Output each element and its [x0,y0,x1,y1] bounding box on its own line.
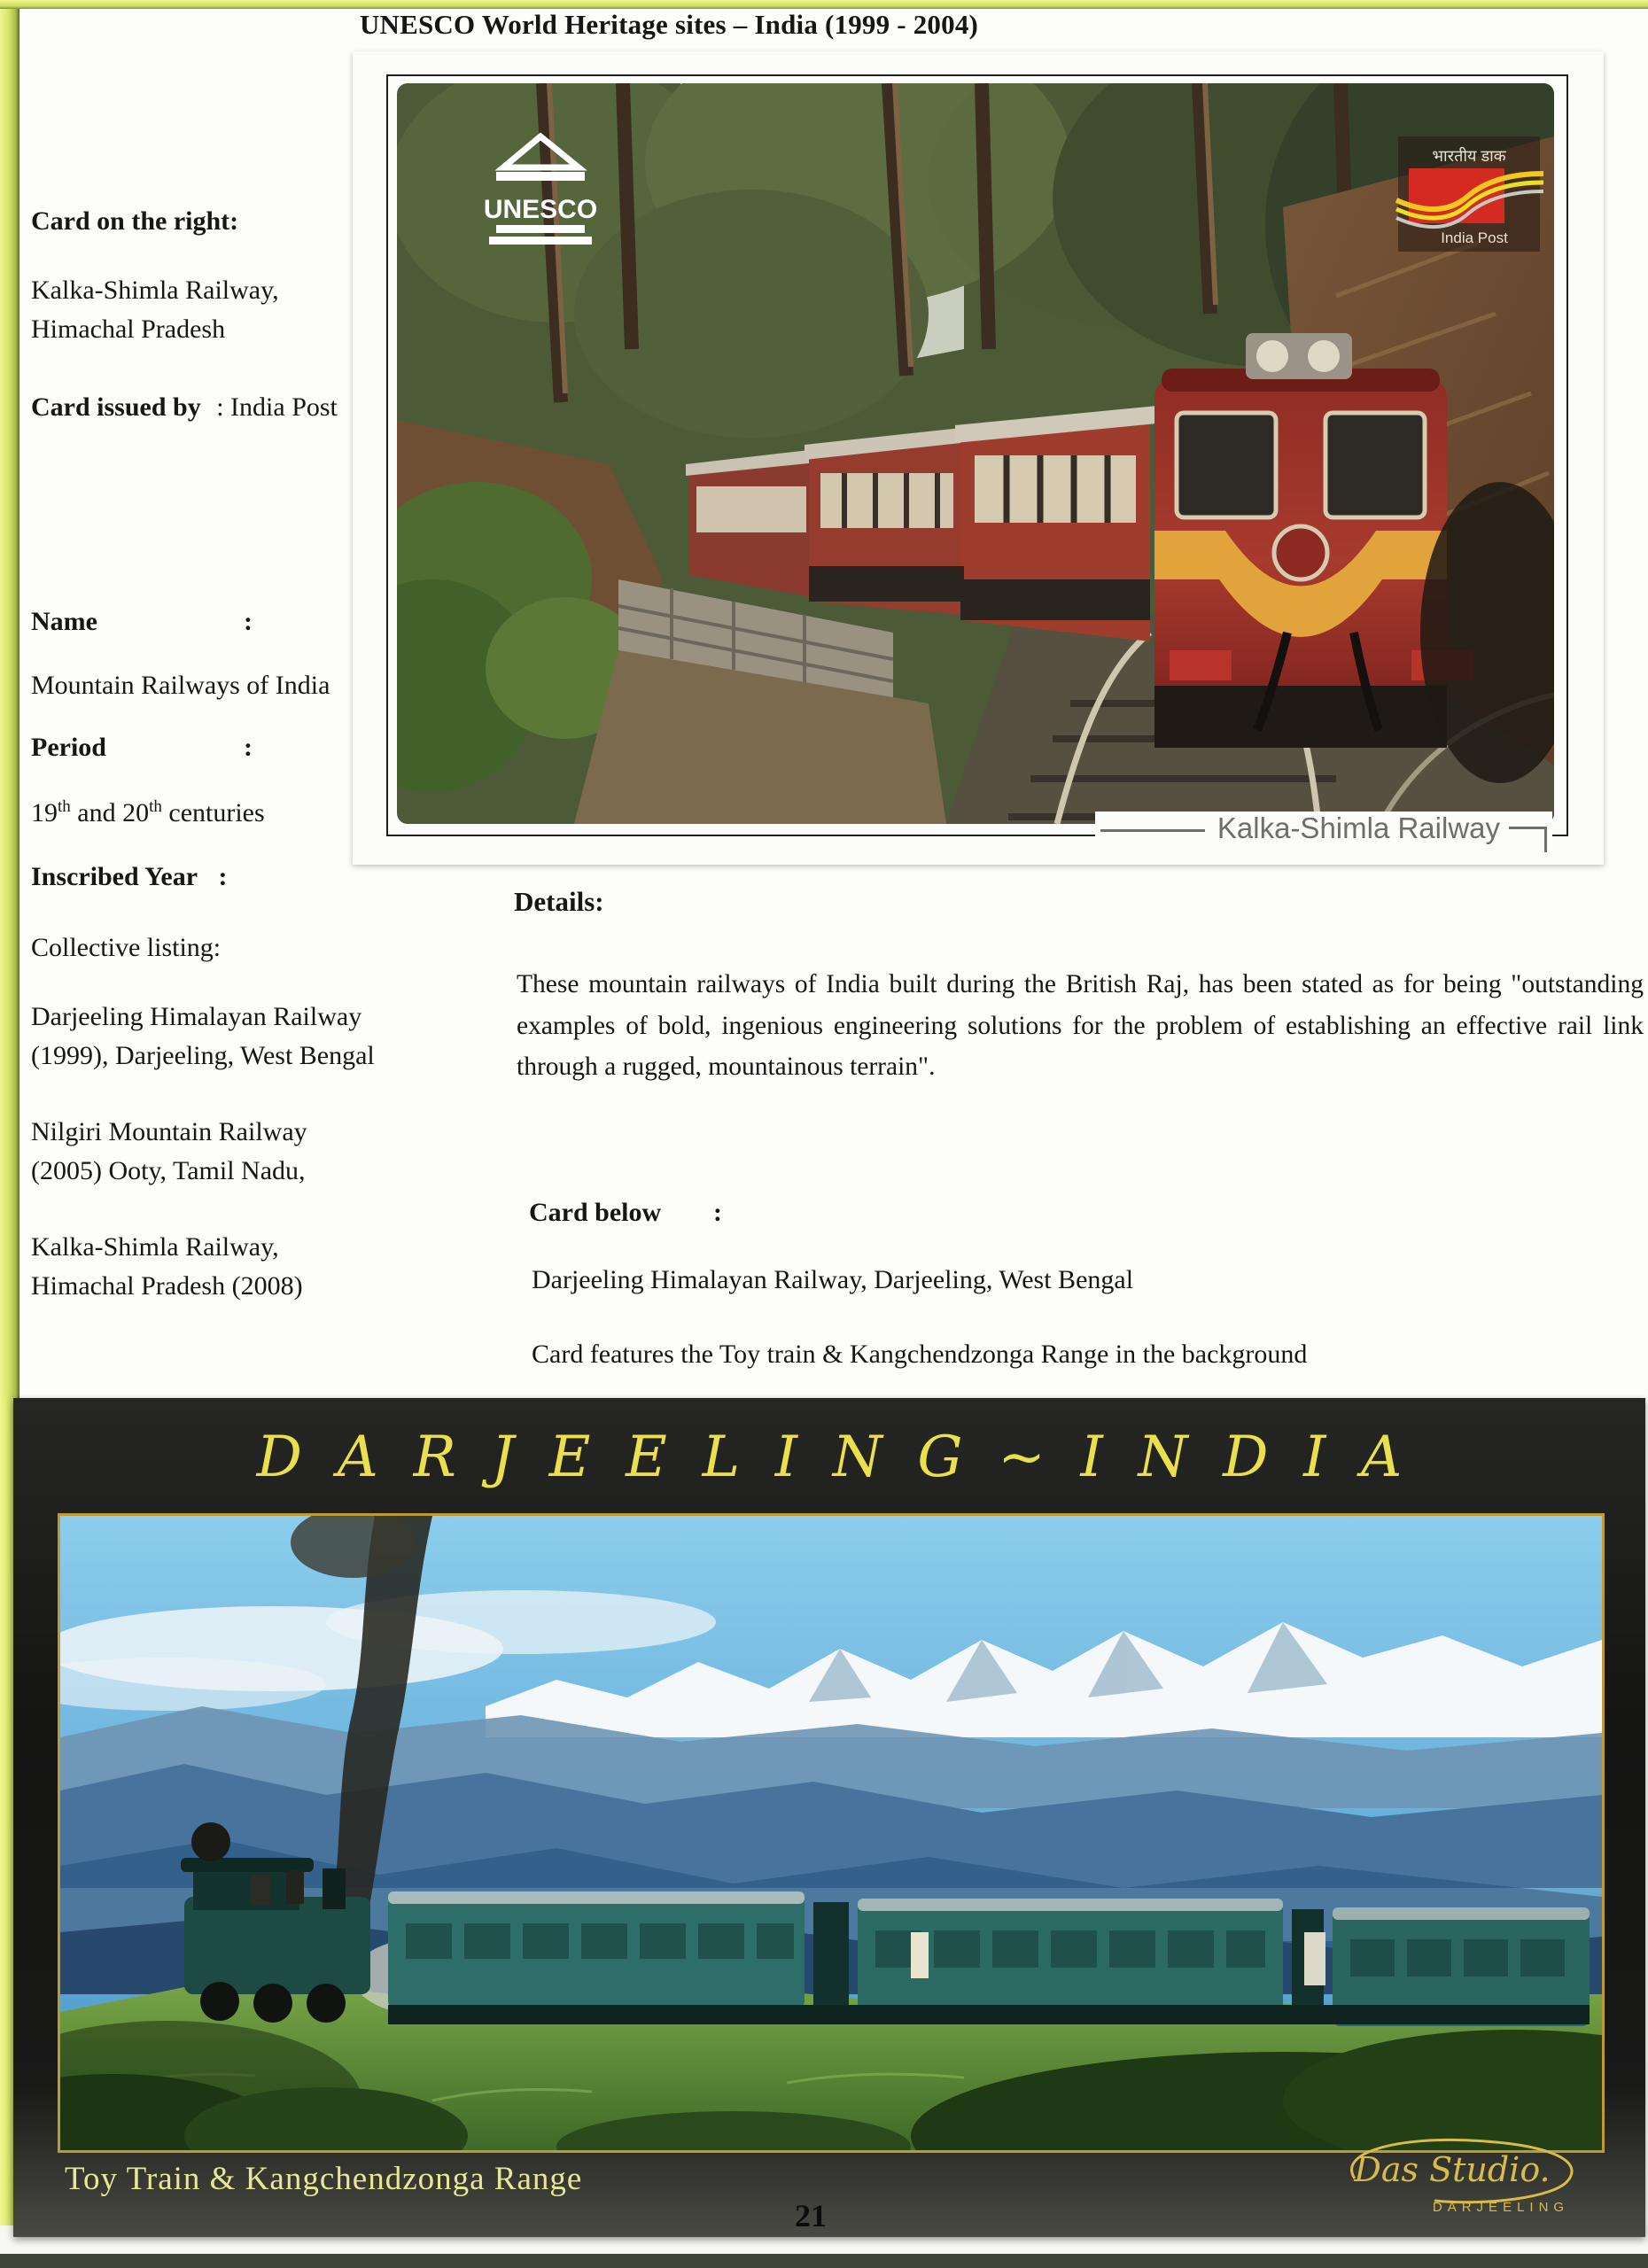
card-below-colon: : [713,1198,722,1227]
wheel [307,1984,346,2023]
card-below-heading: Card below [529,1198,662,1227]
kalka-caption [1095,812,1552,845]
loco-body [184,1897,370,1994]
inscribed-year-label: Inscribed Year [31,862,198,891]
kalka-caption-text: Kalka-Shimla Railway [1217,812,1500,844]
passenger-figure [911,1932,929,1978]
card-on-right-heading: Card on the right: [31,206,239,236]
darjeeling-photo-illustration [60,1516,1602,2150]
collective-listing-heading: Collective listing: [31,933,222,962]
das-studio-signature [1302,2130,1603,2232]
passenger-figure [1304,1932,1325,1985]
listing-line: (1999), Darjeeling, West Bengal [31,1040,375,1070]
wheel [253,1984,292,2023]
headlight [1308,340,1340,372]
card-below-row [529,1198,722,1228]
india-post-logo-text: India Post [1441,229,1508,246]
coach-windows [820,473,953,528]
unesco-base [489,237,592,245]
page-number: 21 [795,2198,827,2233]
signature-text: Das Studio. [1354,2150,1551,2189]
caption-bracket [1509,827,1547,852]
unesco-logo-text: UNESCO [483,195,598,224]
card-below-line2: Card features the Toy train & Kangchendzonga Range in the background [532,1340,1308,1369]
coach-windows [696,486,806,532]
india-post-hindi-text: भारतीय डाक [1432,147,1506,165]
period-part: centuries [161,798,265,827]
kalka-shimla-postcard [353,51,1604,865]
loco-chimney [323,1868,346,1909]
card-issued-by-label: Card issued by [31,392,201,422]
wheel [200,1982,239,2021]
period-sup: th [58,797,71,816]
crew-figure [251,1875,270,1905]
crew-figure [286,1870,304,1904]
period-part: and 20 [70,798,150,827]
carriage-roof [1333,1907,1590,1920]
buffer-beam [1154,686,1447,748]
coach-underframe [960,579,1150,620]
name-value: Mountain Railways of India [31,671,330,700]
listing-line: Darjeeling Himalayan Railway [31,1002,362,1031]
name-label: Name [31,607,97,636]
listing-line: Kalka-Shimla Railway, [31,1232,279,1262]
page-title: UNESCO World Heritage sites – India (1999 - 2004) [359,9,979,40]
details-heading: Details: [514,886,604,917]
headlight [1256,340,1288,372]
carriage-windows [875,1930,1265,1968]
windscreen [1177,413,1276,517]
loco-cab-roof [181,1858,314,1872]
page-edge-top [0,0,1648,9]
listing-item [31,1228,474,1305]
period-part: 19 [31,798,58,827]
signature-location: DARJEELING [1432,2200,1570,2215]
loco-headlamp [191,1822,230,1861]
inscribed-year-colon: : [218,862,228,891]
listing-line: Nilgiri Mountain Railway [31,1117,307,1146]
card-right-line2: Himachal Pradesh [31,314,226,344]
toy-train-caption: Toy Train & Kangchendzonga Range [65,2161,583,2197]
coach-windows [975,455,1136,523]
loco-emblem [1274,526,1327,579]
unesco-stylobate [496,225,585,233]
period-label: Period [31,733,106,762]
windscreen [1325,413,1425,517]
coach-underframe [809,566,964,602]
kalka-photo-illustration [397,83,1554,824]
carriage-roof [858,1899,1283,1911]
card-issued-by-value: : India Post [216,392,338,422]
listing-item [31,1113,474,1190]
caption-dash [1100,829,1205,832]
kalka-shimla-photo [397,83,1554,824]
card-below-line1: Darjeeling Himalayan Railway, Darjeeling, West Bengal [532,1265,1134,1294]
period-colon: : [244,733,253,762]
details-paragraph: These mountain railways of India built during the British Raj, has been stated as for being "outstanding examples of bold, ingenious engineering solutions for the problem of establishing an effective rail link through a rugged, mountainous terrain". [517,970,1644,1082]
india-post-logo [1396,136,1543,252]
listing-line: Himachal Pradesh (2008) [31,1270,303,1301]
underframe-shadow [388,2005,1590,2024]
page-edge-bottom [0,2254,1648,2268]
card-right-line1: Kalka-Shimla Railway, [31,276,279,305]
listing-line: (2005) Ooty, Tamil Nadu, [31,1155,306,1185]
coupling [813,1902,849,2008]
unesco-entablature [496,172,585,181]
darjeeling-photo-frame [58,1513,1605,2153]
loco-cab [193,1866,299,1910]
number-plate [1170,650,1232,680]
toy-train-carriages [388,1891,1590,2026]
name-colon: : [244,607,253,636]
period-sup: th [149,797,162,816]
darjeeling-postcard [13,1398,1645,2237]
darjeeling-title: DARJEELING~INDIA [256,1425,1437,1490]
listing-item [31,998,474,1075]
carriage-roof [388,1891,805,1904]
